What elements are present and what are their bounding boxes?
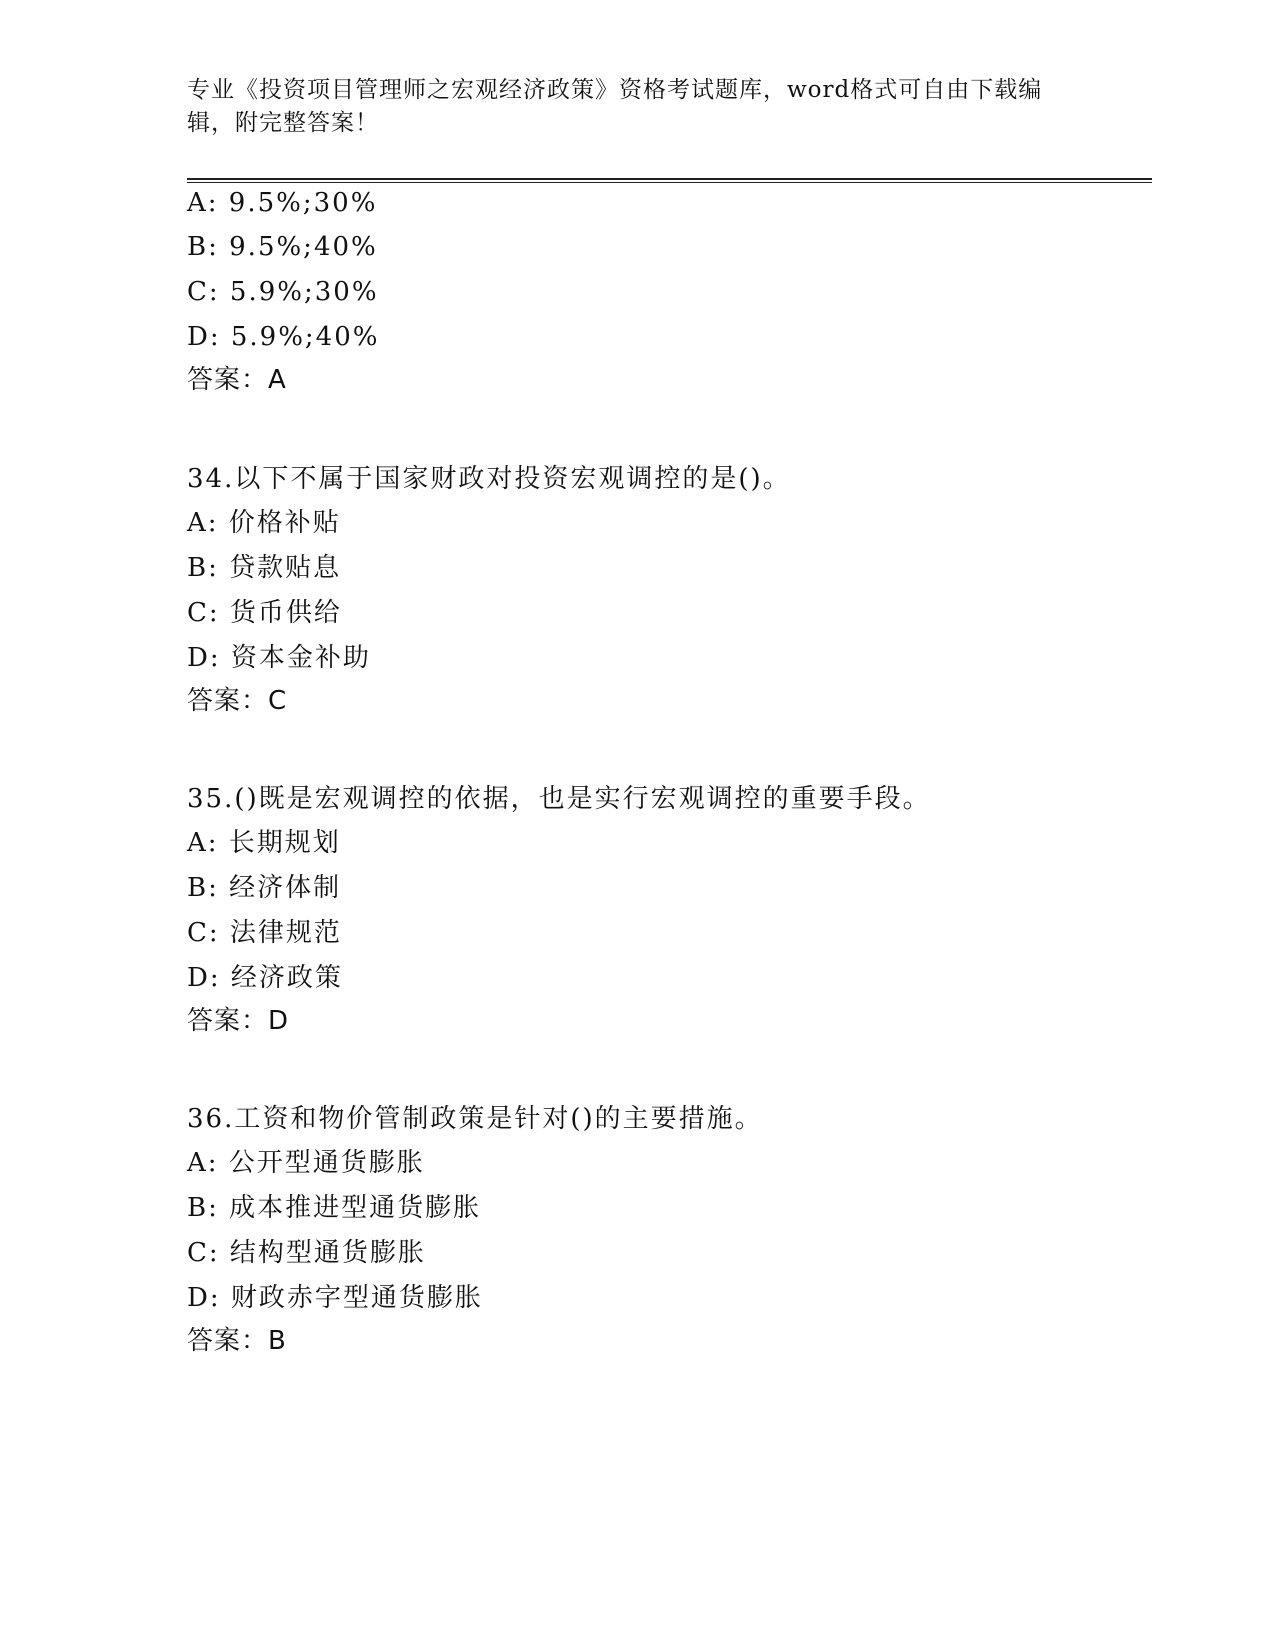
option-d: D: 资本金补助: [187, 643, 371, 673]
answer: 答案：B: [187, 1326, 287, 1356]
option-c: C: 结构型通货膨胀: [187, 1238, 426, 1268]
option-c: C: 5.9%;30%: [187, 277, 379, 307]
question-text: 35.()既是宏观调控的依据，也是实行宏观调控的重要手段。: [187, 784, 931, 814]
option-a: A: 9.5%;30%: [187, 188, 378, 218]
option-c: C: 货币供给: [187, 598, 342, 628]
document-header: 专业《投资项目管理师之宏观经济政策》资格考试题库，word格式可自由下载编辑，附完整答案！: [187, 77, 1043, 136]
option-b: B: 成本推进型通货膨胀: [187, 1193, 482, 1223]
option-a: A: 公开型通货膨胀: [187, 1148, 425, 1178]
answer: 答案：C: [187, 686, 288, 716]
header-divider: [187, 178, 1152, 183]
option-b: B: 经济体制: [187, 873, 342, 903]
option-b: B: 9.5%;40%: [187, 232, 378, 262]
question-text: 36.工资和物价管制政策是针对()的主要措施。: [187, 1104, 763, 1134]
answer: 答案：D: [187, 1006, 290, 1036]
option-d: D: 财政赤字型通货膨胀: [187, 1283, 483, 1313]
option-a: A: 价格补贴: [187, 508, 341, 538]
option-a: A: 长期规划: [187, 828, 341, 858]
option-c: C: 法律规范: [187, 918, 342, 948]
question-text: 34.以下不属于国家财政对投资宏观调控的是()。: [187, 464, 791, 494]
answer: 答案：A: [187, 365, 287, 395]
option-d: D: 5.9%;40%: [187, 322, 380, 352]
option-b: B: 贷款贴息: [187, 553, 342, 583]
option-d: D: 经济政策: [187, 963, 343, 993]
